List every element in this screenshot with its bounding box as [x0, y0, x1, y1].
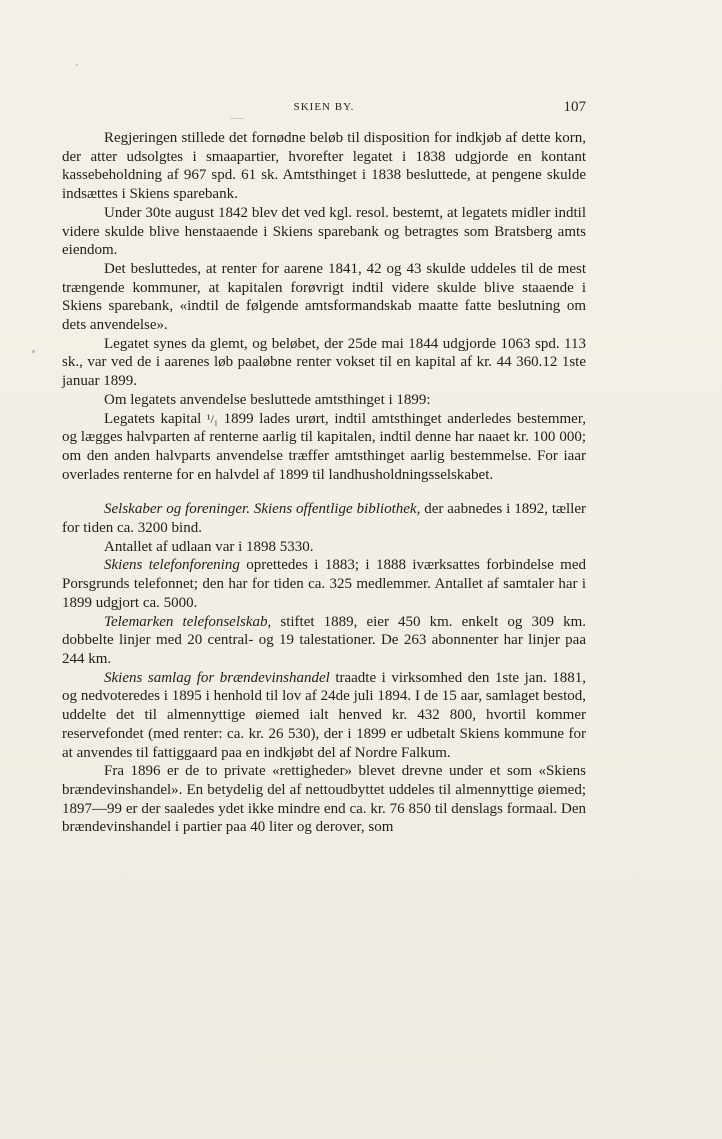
- paragraph-udlaan: [62, 538, 586, 557]
- paper-speck: [32, 350, 35, 353]
- paragraph-samlag: [62, 669, 586, 763]
- paragraph-text: stiftet 1889, eier 450 km. enkelt og 309 km. dobbelte linjer med 20 central- og 19 talestationer. De 263 abonnenter har linjer paa 244 km.: [62, 613, 586, 667]
- fraction: ¹/₁: [206, 411, 219, 426]
- paragraph-kapital: [62, 410, 586, 485]
- paragraph-text: Under 30te august 1842 blev det ved kgl. resol. bestemt, at legatets midler indtil videre skulde blive henstaaende i Skiens sparebank og betragtes som Bratsberg amts eiendom.: [62, 204, 586, 259]
- page-number: 107: [563, 99, 586, 115]
- paragraph-text: Legatet synes da glemt, og beløbet, der 25de mai 1844 udgjorde 1063 spd. 113 sk., var ved de i aarenes løb paaløbne renter vokset til en kapital af kr. 44 360.12 1ste januar 1899.: [62, 335, 586, 390]
- paragraph-legat-korn: [62, 129, 586, 204]
- paragraph-text: oprettedes i 1883; i 1888 iværksattes forbindelse med Porsgrunds telefonnet; den har for tiden ca. 325 medlemmer. Antallet af samtaler har i 1899 udgjort ca. 5000.: [62, 557, 586, 611]
- institution-name: Skiens offentlige bibliothek,: [253, 501, 421, 518]
- page-header: [62, 101, 586, 119]
- running-head: SKIEN BY.: [293, 101, 355, 113]
- paragraph-text: Antallet af udlaan var i 1898 5330.: [104, 538, 314, 555]
- paragraph-anvendelse: [62, 391, 586, 410]
- paragraph-selskaber: [62, 500, 586, 537]
- paragraph-brændevinshandel: [62, 762, 586, 837]
- paragraph-text: 1899 lades urørt, indtil amtsthinget anderledes bestemmer, og lægges halvparten af renterne aarlig til kapitalen, indtil denne har naaet kr. 100 000; om den anden halvparts anvendelse træffer amtsthinget aarlig bestemmelse. For iaar overlades renterne for en halvdel af 1899 til landhusholdningsselskabet.: [62, 410, 586, 483]
- paper-speck: [230, 118, 244, 119]
- institution-name: Skiens telefonforening: [104, 557, 240, 574]
- paper-speck: [76, 64, 78, 66]
- paragraph-text: traadte i virksomhed den 1ste jan. 1881, og nedvoteredes i 1895 i henhold til lov af 24de juli 1894. I de 15 aar, samlaget bestod, uddelte det til almennyttige øiemed ialt henved kr. 432 800, hvortil kommer reservefondet (med renter: ca. kr. 26 530), der i 1899 er udbetalt Skiens kommune for at anvendes til fattiggaard paa en indkjøbt del af Nordre Falkum.: [62, 669, 586, 761]
- paragraph-telefonforening: [62, 556, 586, 612]
- body-text: [62, 129, 586, 837]
- paragraph-text: Regjeringen stillede det fornødne beløb til disposition for indkjøb af dette korn, der atter udsolgtes i smaapartier, hvorefter legatet i 1838 udgjorde en kontant kassebeholdning af 967 spd. 61 sk. Amtsthinget i 1838 besluttede, at pengene skulde indsættes i Skiens sparebank.: [62, 130, 586, 203]
- paragraph-legat-glemt: [62, 335, 586, 391]
- institution-name: Telemarken telefonselskab,: [104, 613, 272, 630]
- section-heading: Selskaber og foreninger.: [104, 501, 250, 518]
- institution-name: Skiens samlag for brændevinshandel: [104, 669, 330, 686]
- paragraph-text: Legatets kapital: [104, 410, 207, 427]
- paragraph-renter: [62, 260, 586, 335]
- paragraph-text: der aabnedes i 1892, tæller for tiden ca. 3200 bind.: [62, 501, 586, 537]
- paragraph-text: Fra 1896 er de to private «rettigheder» blevet drevne under et som «Skiens brændevinshandel». En betydelig del af nettoudbyttet uddeles til almennyttige øiemed; 1897—99 er der saaledes ydet ikke mindre end ca. kr. 76 850 til denslags formaal. Den brændevinshandel i partier paa 40 liter og derover, som: [62, 763, 586, 836]
- paragraph-resolution-1842: [62, 204, 586, 260]
- paragraph-text: Det besluttedes, at renter for aarene 1841, 42 og 43 skulde uddeles til de mest trængende kommuner, at kapitalen forøvrigt indtil videre skulde blive staaende i Skiens sparebank, «indtil de følgende amtsformandskab maatte fatte beslutning om dets anvendelse».: [62, 260, 586, 334]
- paragraph-text: Om legatets anvendelse besluttede amtsthinget i 1899:: [104, 391, 431, 408]
- paragraph-telefonselskab: [62, 613, 586, 669]
